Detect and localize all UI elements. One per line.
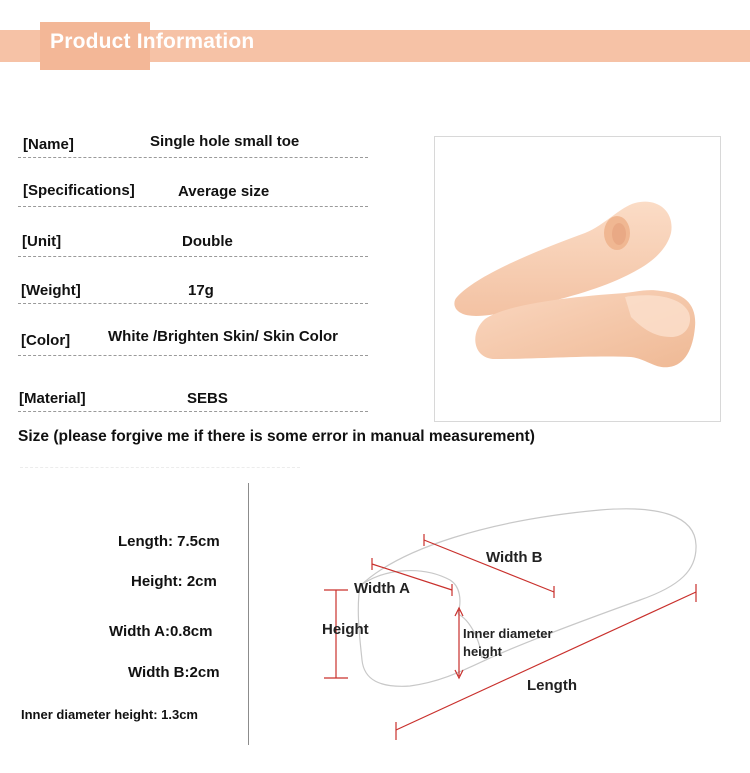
spec-divider <box>18 157 368 158</box>
spec-name-value: Single hole small toe <box>150 133 300 150</box>
spec-unit-label: [Unit] <box>22 233 62 250</box>
height-label: Height <box>322 621 369 638</box>
spec-specifications-label: [Specifications] <box>23 182 135 199</box>
spec-divider <box>18 303 368 304</box>
measurement-width-a: Width A:0.8cm <box>109 623 213 640</box>
spec-material-label: [Material] <box>19 390 86 407</box>
measurement-height: Height: 2cm <box>131 573 217 590</box>
spec-weight-value: 17g <box>188 282 214 299</box>
spec-divider <box>18 355 368 356</box>
inner-label-line1: Inner diameter <box>463 626 553 641</box>
measurement-diagram <box>300 490 720 750</box>
size-heading: Size (please forgive me if there is some error in manual measurement) <box>18 428 535 445</box>
spec-weight-label: [Weight] <box>21 282 81 299</box>
measurement-length: Length: 7.5cm <box>118 533 220 550</box>
width-a-label: Width A <box>354 580 410 597</box>
measurement-inner-height: Inner diameter height: 1.3cm <box>21 707 198 722</box>
spec-color-label: [Color] <box>21 332 71 349</box>
spec-divider <box>18 411 368 412</box>
product-image-frame <box>434 136 721 422</box>
length-label: Length <box>527 677 577 694</box>
vertical-divider <box>248 483 249 745</box>
width-b-arrow <box>424 540 554 592</box>
spec-name-label: [Name] <box>23 136 74 153</box>
spec-unit-value: Double <box>182 233 233 250</box>
inner-label-line2: height <box>463 644 502 659</box>
section-divider <box>20 467 300 468</box>
spec-color-value: White /Brighten Skin/ Skin Color <box>108 328 339 345</box>
spec-material-value: SEBS <box>187 390 228 407</box>
toe-separator-image <box>435 137 722 423</box>
length-arrow <box>396 592 696 730</box>
width-b-label: Width B <box>486 549 543 566</box>
spec-specifications-value: Average size <box>178 183 270 200</box>
spec-divider <box>18 256 368 257</box>
measurement-width-b: Width B:2cm <box>128 664 220 681</box>
outline-shape <box>358 509 696 686</box>
page-title: Product Information <box>50 30 255 53</box>
spec-divider <box>18 206 368 207</box>
